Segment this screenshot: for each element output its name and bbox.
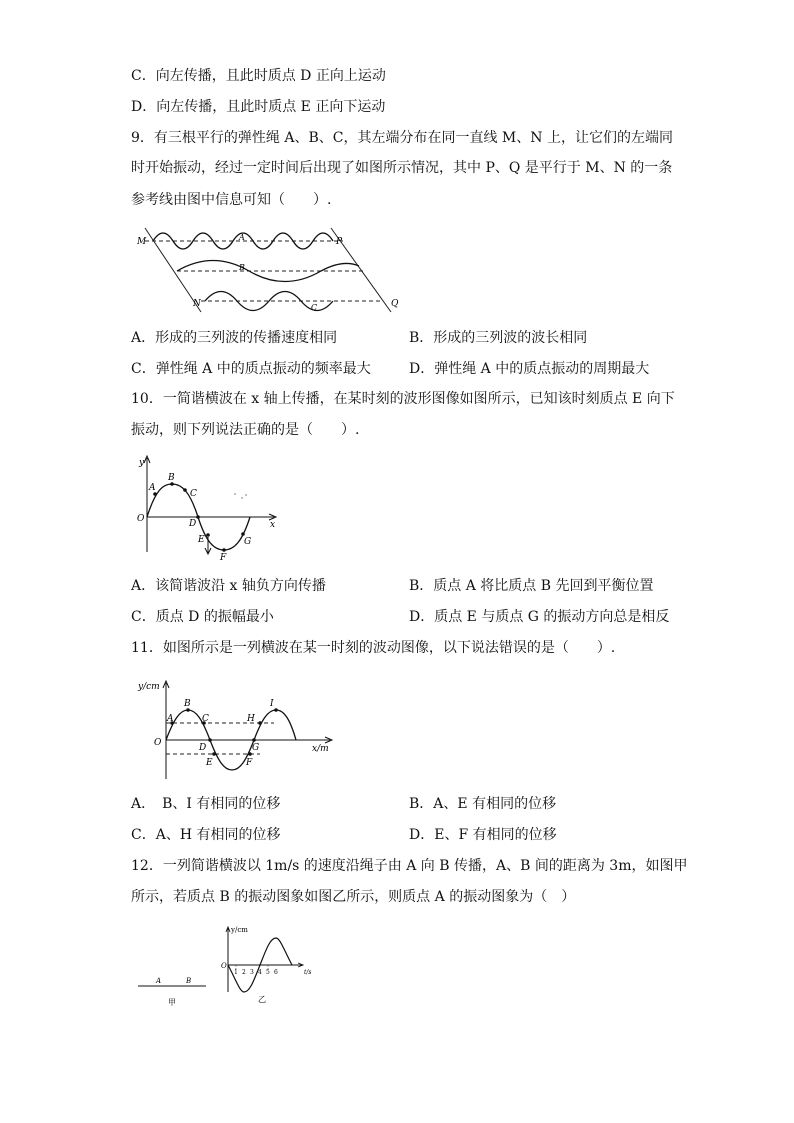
q8-option-d: D．向左传播，且此时质点 E 正向下运动 <box>131 99 386 115</box>
q12-yi-caption: 乙 <box>258 995 266 1004</box>
q11-label-c: C <box>202 714 209 724</box>
q9-option-d: D．弹性绳 A 中的质点振动的周期最大 <box>409 361 650 377</box>
q11-label-i: I <box>270 699 274 709</box>
q12-jia-caption: 甲 <box>168 998 176 1007</box>
q12-figure-jia <box>136 972 210 1008</box>
q12-yi-origin: O <box>221 962 227 970</box>
q12-yi-tick-2: 2 <box>242 969 246 976</box>
q10-stem-line-2: 振动，则下列说法正确的是（ ）. <box>131 422 360 438</box>
q9-label-a: A <box>239 233 245 242</box>
q10-label-e: E <box>198 535 205 545</box>
q9-label-c: C <box>311 303 318 312</box>
q12-yi-tick-6: 6 <box>274 969 278 976</box>
q11-label-g: G <box>252 743 260 753</box>
q10-stem-line-1: 10．一简谐横波在 x 轴上传播，在某时刻的波形图像如图所示，已知该时刻质点 E 向下 <box>131 391 675 407</box>
q10-option-a: A．该简谐波沿 x 轴负方向传播 <box>131 578 326 594</box>
q12-yi-tick-4: 4 <box>258 969 262 976</box>
q9-figure <box>133 224 413 316</box>
q10-label-a: A <box>149 483 156 493</box>
q12-yi-tick-5: 5 <box>266 969 270 976</box>
q12-yi-axis-t: t/s <box>304 969 312 976</box>
q12-jia-label-b: B <box>186 977 192 985</box>
q11-label-e: E <box>206 758 213 768</box>
q11-stem: 11．如图所示是一列横波在某一时刻的波动图像，以下说法错误的是（ ）. <box>131 640 616 656</box>
q9-label-p: P <box>336 237 343 247</box>
q9-stem-line-2: 时开始振动，经过一定时间后出现了如图所示情况，其中 P、Q 是平行于 M、N 的一条 <box>131 160 673 176</box>
q10-figure <box>132 452 282 562</box>
q9-stem-line-3: 参考线由图中信息可知（ ）. <box>131 192 332 208</box>
q9-label-q: Q <box>391 299 399 309</box>
q10-label-f: F <box>220 553 227 562</box>
q11-label-f: F <box>246 758 253 768</box>
q11-axis-y: y/cm <box>138 682 160 692</box>
q11-option-b: B．A、E 有相同的位移 <box>409 796 557 812</box>
q9-label-m: M <box>137 237 147 247</box>
q10-option-d: D．质点 E 与质点 G 的振动方向总是相反 <box>409 609 670 625</box>
q11-option-c: C．A、H 有相同的位移 <box>131 827 281 843</box>
q10-label-g: G <box>244 537 252 547</box>
q12-stem-line-2: 所示，若质点 B 的振动图象如图乙所示，则质点 A 的振动图象为（ ） <box>131 889 576 905</box>
q10-label-b: B <box>168 473 175 483</box>
q9-label-n: N <box>193 299 201 309</box>
q10-option-b: B．质点 A 将比质点 B 先回到平衡位置 <box>409 578 654 594</box>
q9-option-c: C．弹性绳 A 中的质点振动的频率最大 <box>131 361 371 377</box>
q10-label-d: D <box>189 519 197 529</box>
q12-yi-tick-1: 1 <box>234 969 238 976</box>
q11-figure <box>134 677 334 782</box>
q11-axis-x: x/m <box>312 744 329 754</box>
q11-label-h: H <box>247 714 255 724</box>
q9-option-b: B．形成的三列波的波长相同 <box>409 330 588 346</box>
q9-option-a: A．形成的三列波的传播速度相同 <box>131 330 338 346</box>
q10-axis-x: x <box>270 520 276 530</box>
q9-label-b: B <box>239 263 245 272</box>
q12-yi-axis-y: y/cm <box>231 926 248 934</box>
q11-label-a: A <box>167 714 174 724</box>
q10-axis-y: y <box>139 458 145 468</box>
q12-figure-yi <box>218 924 318 1006</box>
q12-jia-label-a: A <box>156 977 162 985</box>
q11-option-d: D．E、F 有相同的位移 <box>409 827 557 843</box>
q11-origin: O <box>154 738 162 748</box>
q12-stem-line-1: 12．一列简谐横波以 1m/s 的速度沿绳子由 A 向 B 传播，A、B 间的距离为 3m，如图甲 <box>131 858 688 874</box>
q10-option-c: C．质点 D 的振幅最小 <box>131 609 274 625</box>
q11-label-d: D <box>199 743 207 753</box>
q8-option-c: C．向左传播，且此时质点 D 正向上运动 <box>131 68 386 84</box>
q11-label-b: B <box>184 699 191 709</box>
q9-stem-line-1: 9．有三根平行的弹性绳 A、B、C，其左端分布在同一直线 M、N 上，让它们的左端同 <box>131 130 673 146</box>
q10-origin: O <box>137 514 145 524</box>
q12-yi-tick-3: 3 <box>250 969 254 976</box>
q11-option-a: A． B、I 有相同的位移 <box>131 796 281 812</box>
q10-label-c: C <box>190 489 197 499</box>
